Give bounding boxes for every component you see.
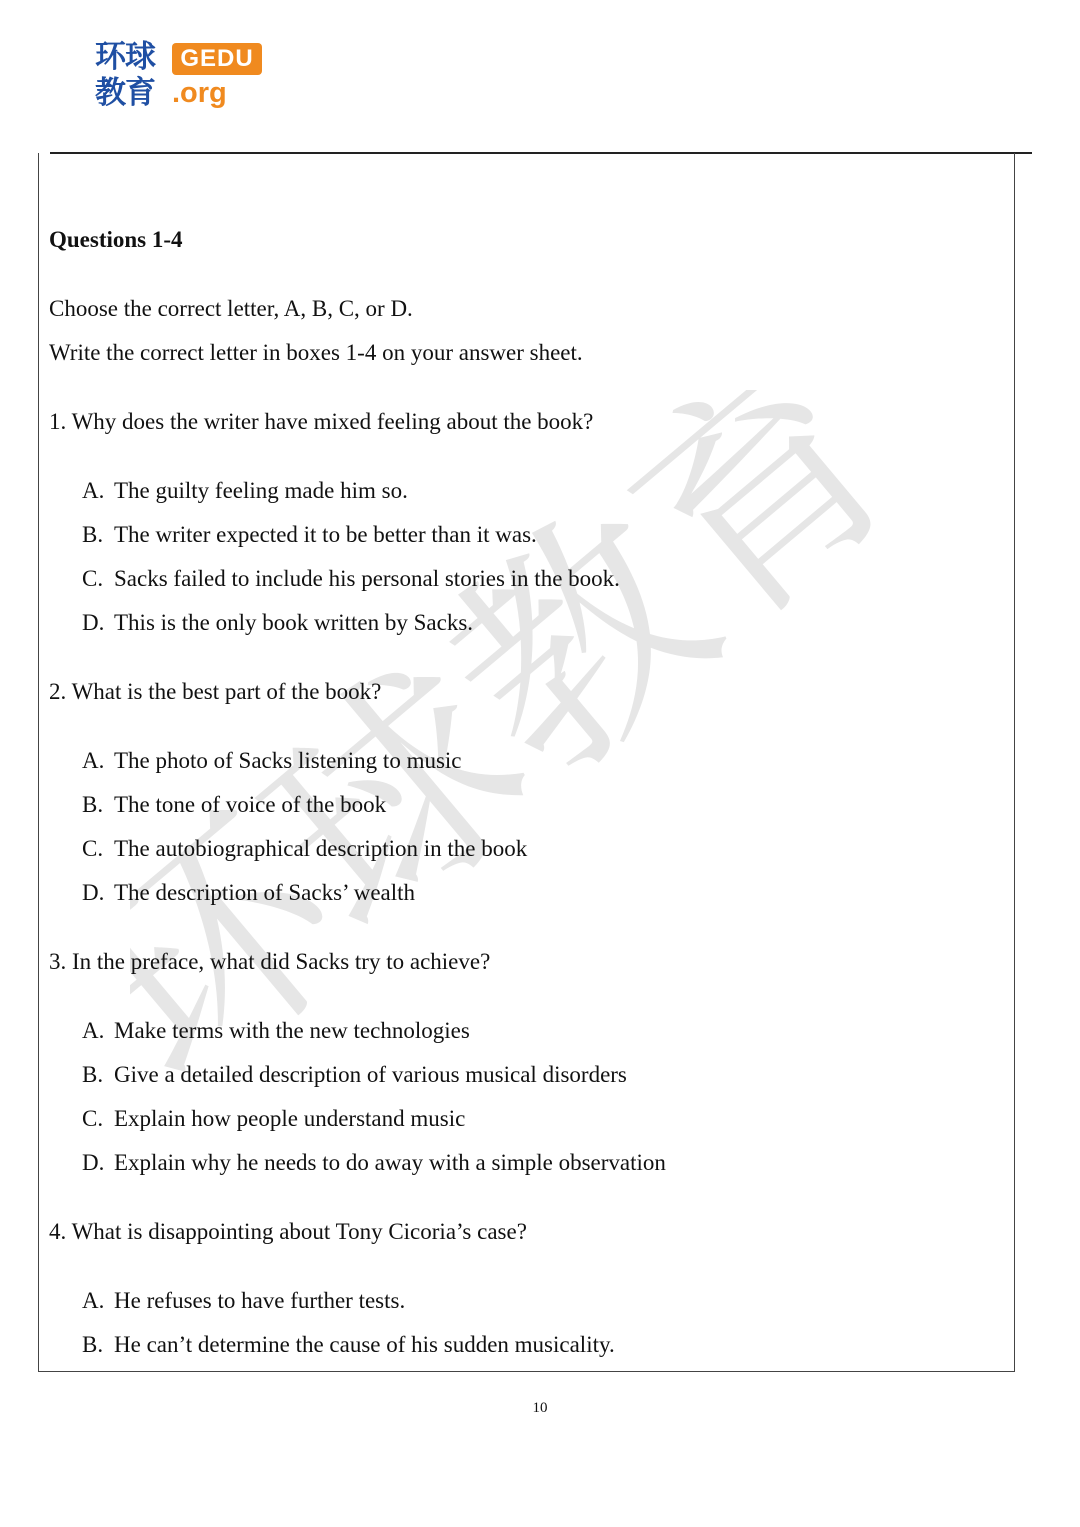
option-text: Explain how people understand music (114, 1106, 466, 1131)
option-4b (82, 1331, 615, 1359)
option-letter: B. (82, 792, 104, 817)
option-text: The autobiographical description in the book (114, 836, 528, 861)
option-letter: B. (82, 1062, 104, 1087)
option-letter: D. (82, 880, 105, 905)
option-text: He can’t determine the cause of his sudden musicality. (114, 1332, 615, 1357)
question-3: 3. In the preface, what did Sacks try to achieve? (49, 949, 491, 974)
option-text: The guilty feeling made him so. (114, 478, 408, 503)
option-text: The photo of Sacks listening to music (114, 748, 462, 773)
option-letter: D. (82, 1150, 105, 1175)
option-text: The writer expected it to be better than it was. (114, 522, 537, 547)
logo-org-text: .org (172, 77, 227, 109)
logo-chinese-top: 环球 (95, 39, 155, 75)
option-letter: C. (82, 836, 104, 861)
question-2: 2. What is the best part of the book? (49, 679, 382, 704)
question-4: 4. What is disappointing about Tony Cicoria’s case? (49, 1219, 527, 1244)
option-letter: A. (82, 1018, 105, 1043)
logo-chinese-bottom: 教育 (95, 75, 155, 111)
option-2b (82, 791, 386, 819)
option-1d (82, 609, 473, 637)
option-3a (82, 1017, 470, 1045)
option-letter: A. (82, 478, 105, 503)
option-3b (82, 1061, 627, 1089)
instruction-line: Choose the correct letter, A, B, C, or D. (49, 296, 413, 321)
gedu-logo (95, 40, 270, 112)
option-1a (82, 477, 408, 505)
option-letter: B. (82, 1332, 104, 1357)
option-2d (82, 879, 415, 907)
option-2c (82, 835, 527, 863)
option-2a (82, 747, 462, 775)
option-text: Explain why he needs to do away with a simple observation (114, 1150, 666, 1175)
option-3c (82, 1105, 465, 1133)
option-letter: C. (82, 1106, 104, 1131)
instruction-line: Write the correct letter in boxes 1-4 on your answer sheet. (49, 340, 583, 365)
question-1: 1. Why does the writer have mixed feeling about the book? (49, 409, 594, 434)
option-4a (82, 1287, 405, 1315)
option-letter: C. (82, 566, 104, 591)
option-text: The description of Sacks’ wealth (114, 880, 416, 905)
option-text: Make terms with the new technologies (114, 1018, 470, 1043)
option-letter: D. (82, 610, 105, 635)
watermark-text: 环球教育 (130, 390, 930, 1090)
option-text: He refuses to have further tests. (114, 1288, 406, 1313)
option-text: Give a detailed description of various musical disorders (114, 1062, 627, 1087)
logo-gedu-badge: GEDU (172, 43, 262, 75)
option-letter: B. (82, 522, 104, 547)
option-text: Sacks failed to include his personal stories in the book. (114, 566, 620, 591)
option-3d (82, 1149, 666, 1177)
option-1c (82, 565, 620, 593)
page-number: 10 (532, 1400, 548, 1416)
option-1b (82, 521, 537, 549)
option-text: This is the only book written by Sacks. (114, 610, 474, 635)
option-letter: A. (82, 748, 105, 773)
section-heading: Questions 1-4 (49, 227, 183, 252)
option-letter: A. (82, 1288, 105, 1313)
option-text: The tone of voice of the book (114, 792, 387, 817)
